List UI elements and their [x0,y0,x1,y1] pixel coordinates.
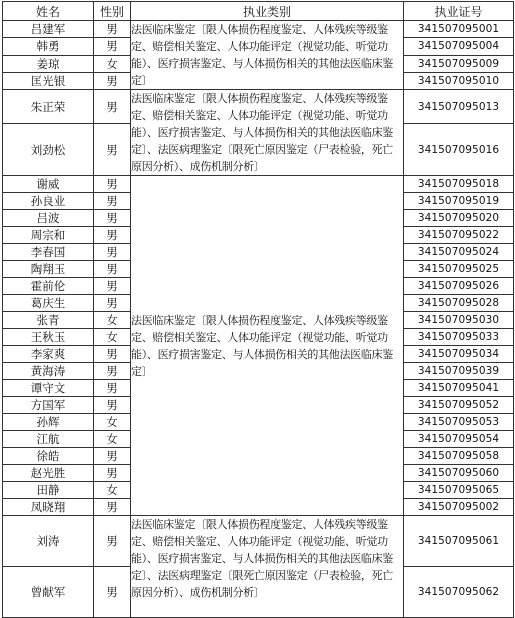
name-cell: 葛庆生 [3,295,94,312]
cert-cell: 341507095033 [404,329,514,346]
gender-cell: 男 [94,38,131,55]
table-header-row [3,2,514,21]
table-row [3,21,514,38]
gender-cell: 女 [94,329,131,346]
category-cell: 法医临床鉴定〔限人体损伤程度鉴定、人体残疾等级鉴定、赔偿相关鉴定、人体功能评定（视觉功能、听觉功能）、医疗损害鉴定、与人体损伤相关的其他法医临床鉴定〕、法医病理鉴定〔限死亡原因鉴定（尸表检验，死亡原因分析）、成伤机制分析〕 [131,90,404,176]
name-cell: 刘涛 [3,516,94,567]
gender-cell: 男 [94,380,131,397]
name-cell: 朱正荣 [3,90,94,124]
cert-cell: 341507095060 [404,465,514,482]
cert-cell: 341507095041 [404,380,514,397]
name-cell: 王秋玉 [3,329,94,346]
cert-cell: 341507095013 [404,90,514,124]
name-cell: 谢威 [3,176,94,193]
gender-cell: 男 [94,227,131,244]
cert-cell: 341507095020 [404,210,514,227]
gender-cell: 男 [94,397,131,414]
category-cell: 法医临床鉴定〔限人体损伤程度鉴定、人体残疾等级鉴定、赔偿相关鉴定、人体功能评定（视觉功能、听觉功能）、医疗损害鉴定、与人体损伤相关的其他法医临床鉴定〕 [131,21,404,90]
gender-cell: 女 [94,482,131,499]
cert-cell: 341507095022 [404,227,514,244]
gender-cell: 男 [94,244,131,261]
header-cert: 执业证号 [404,2,514,21]
name-cell: 匡光银 [3,72,94,89]
name-cell: 黄海涛 [3,363,94,380]
name-cell: 周宗和 [3,227,94,244]
table-row [3,176,514,193]
cert-cell: 341507095009 [404,55,514,72]
gender-cell: 女 [94,414,131,431]
name-cell: 李春国 [3,244,94,261]
gender-cell: 男 [94,516,131,567]
name-cell: 刘劲松 [3,124,94,176]
gender-cell: 男 [94,346,131,363]
name-cell: 赵光胜 [3,465,94,482]
gender-cell: 男 [94,363,131,380]
gender-cell: 男 [94,567,131,618]
header-gender: 性别 [94,2,131,21]
gender-cell: 男 [94,295,131,312]
name-cell: 田静 [3,482,94,499]
name-cell: 凤晓翔 [3,499,94,516]
gender-cell: 女 [94,312,131,329]
name-cell: 李家爽 [3,346,94,363]
gender-cell: 男 [94,72,131,89]
gender-cell: 女 [94,55,131,72]
cert-cell: 341507095039 [404,363,514,380]
table-row [3,90,514,124]
cert-cell: 341507095016 [404,124,514,176]
name-cell: 姜琼 [3,55,94,72]
name-cell: 陶翔玉 [3,261,94,278]
name-cell: 谭守文 [3,380,94,397]
table-row [3,516,514,567]
gender-cell: 男 [94,193,131,210]
gender-cell: 男 [94,176,131,193]
gender-cell: 男 [94,465,131,482]
name-cell: 孙辉 [3,414,94,431]
cert-cell: 341507095034 [404,346,514,363]
cert-cell: 341507095002 [404,499,514,516]
cert-cell: 341507095018 [404,176,514,193]
name-cell: 江航 [3,431,94,448]
cert-cell: 341507095062 [404,567,514,618]
name-cell: 徐皓 [3,448,94,465]
cert-cell: 341507095001 [404,21,514,38]
cert-cell: 341507095026 [404,278,514,295]
cert-cell: 341507095010 [404,72,514,89]
cert-cell: 341507095004 [404,38,514,55]
cert-cell: 341507095061 [404,516,514,567]
name-cell: 方国军 [3,397,94,414]
name-cell: 吕波 [3,210,94,227]
name-cell: 张青 [3,312,94,329]
gender-cell: 男 [94,210,131,227]
cert-cell: 341507095030 [404,312,514,329]
cert-cell: 341507095065 [404,482,514,499]
cert-cell: 341507095025 [404,261,514,278]
cert-cell: 341507095052 [404,397,514,414]
cert-cell: 341507095054 [404,431,514,448]
header-category: 执业类别 [131,2,404,21]
category-cell: 法医临床鉴定〔限人体损伤程度鉴定、人体残疾等级鉴定、赔偿相关鉴定、人体功能评定（视觉功能、听觉功能）、医疗损害鉴定、与人体损伤相关的其他法医临床鉴定〕、法医病理鉴定〔限死亡原因鉴定（尸表检验，死亡原因分析）、成伤机制分析〕 [131,516,404,618]
category-cell: 法医临床鉴定〔限人体损伤程度鉴定、人体残疾等级鉴定、赔偿相关鉴定、人体功能评定（视觉功能、听觉功能）、医疗损害鉴定、与人体损伤相关的其他法医临床鉴定〕 [131,176,404,516]
name-cell: 霍前伦 [3,278,94,295]
name-cell: 韩勇 [3,38,94,55]
gender-cell: 男 [94,278,131,295]
cert-cell: 341507095019 [404,193,514,210]
cert-cell: 341507095024 [404,244,514,261]
name-cell: 曾献军 [3,567,94,618]
expert-registry-table [2,1,514,618]
gender-cell: 男 [94,499,131,516]
name-cell: 吕建军 [3,21,94,38]
header-name: 姓名 [3,2,94,21]
gender-cell: 男 [94,124,131,176]
gender-cell: 男 [94,21,131,38]
cert-cell: 341507095058 [404,448,514,465]
gender-cell: 女 [94,431,131,448]
gender-cell: 男 [94,261,131,278]
name-cell: 孙良业 [3,193,94,210]
cert-cell: 341507095053 [404,414,514,431]
gender-cell: 男 [94,448,131,465]
gender-cell: 男 [94,90,131,124]
cert-cell: 341507095028 [404,295,514,312]
